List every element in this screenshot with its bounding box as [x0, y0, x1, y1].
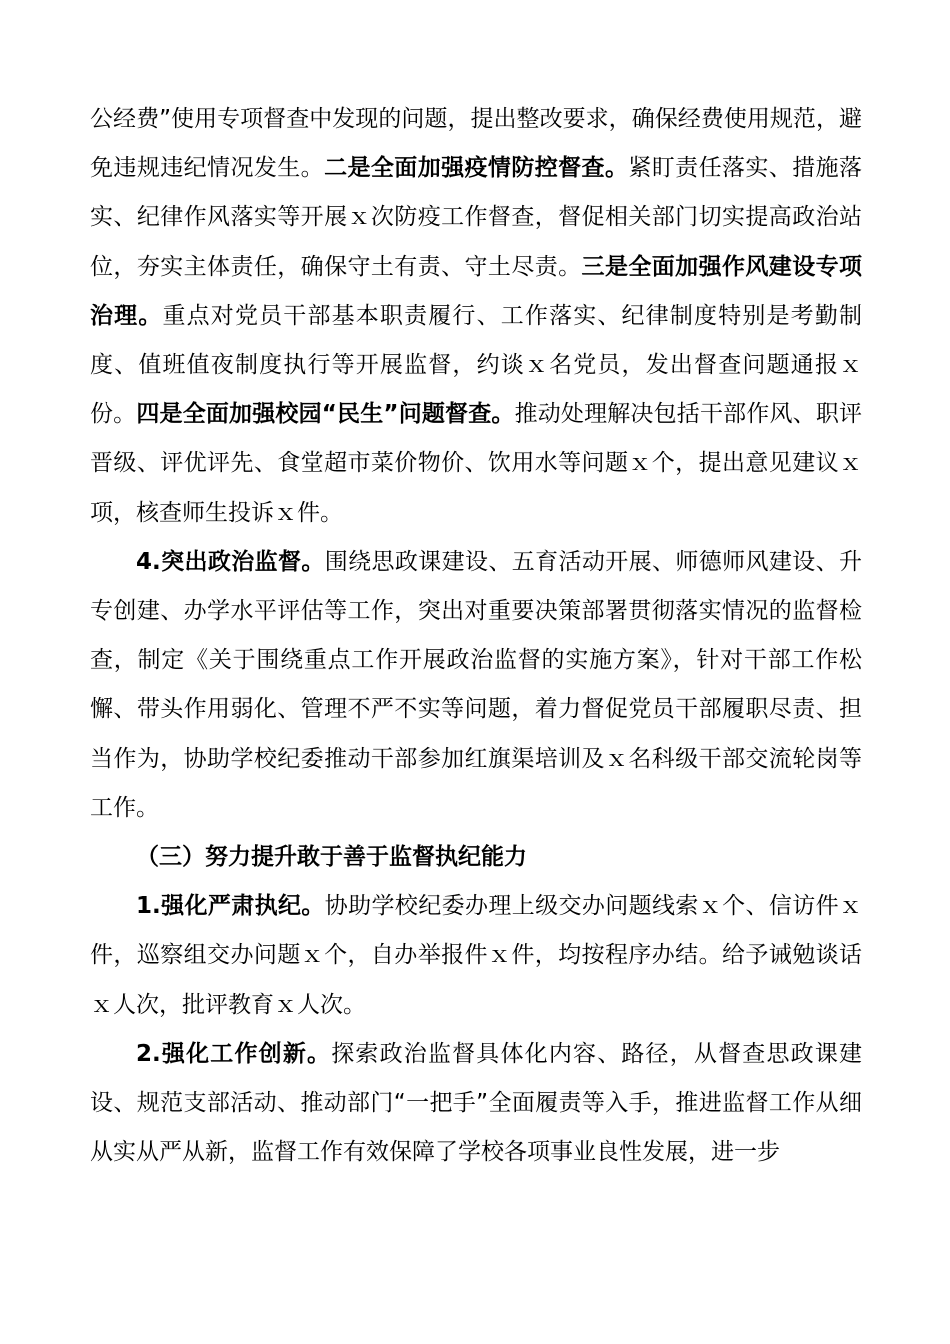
paragraph-text: 协助学校纪委办理上级交办问题线索ｘ个、信访件ｘ件，巡察组交办问题ｘ个，自办举报件ｘ件，均按程序办结。给予诫勉谈话ｘ人次，批评教育ｘ人次。	[90, 893, 862, 1018]
document-page	[90, 95, 862, 1177]
paragraph-bold-lead: 四是全面加强校园“民生”问题督查。	[136, 401, 515, 428]
paragraph-bold-lead: 4.突出政治监督。	[136, 548, 325, 575]
paragraph-text: 重点对党员干部基本职责履行、工作落实、纪律制度特别是考勤制度、值班值夜制度执行等开展监督，约谈ｘ名党员，发出督查问题通报ｘ份。	[90, 302, 863, 428]
section-heading: （三）努力提升敢于善于监督执纪能力	[136, 844, 527, 871]
paragraph-text: 推动处理解决包括干部作风、职评晋级、评优评先、食堂超市菜价物价、饮用水等问题ｘ个，提出意见建议ｘ项，核查师生投诉ｘ件。	[90, 401, 863, 526]
paragraph-text: 围绕思政课建设、五育活动开展、师德师风建设、升专创建、办学水平评估等工作，突出对重要决策部署贯彻落实情况的监督检查，制定《关于围绕重点工作开展政治监督的实施方案》，针对干部工作松懈、带头作用弱化、管理不严不实等问题，着力督促党员干部履职尽责、担当作为，协助学校纪委推动干部参加红旗渠培训及ｘ名科级干部交流轮岗等工作。	[90, 548, 862, 821]
paragraph-bold-lead: 二是全面加强疫情防控督查。	[324, 155, 629, 182]
paragraph-text: 紧盯责任落实、措施落实、纪律作风落实等开展ｘ次防疫工作督查，督促相关部门切实提高政治站位，夯实主体责任，确保守土有责、守土尽责。	[90, 155, 862, 280]
paragraph-discipline	[90, 882, 862, 1030]
paragraph-bold-lead: 三是全面加强作风建设专项治理。	[90, 253, 862, 329]
paragraph-bold-lead: 2.强化工作创新。	[136, 1040, 332, 1067]
paragraph-political-supervision	[90, 538, 862, 833]
paragraph-continuation	[90, 95, 862, 538]
paragraph-text: 探索政治监督具体化内容、路径，从督查思政课建设、规范支部活动、推动部门“一把手”全面履责等入手，推进监督工作从细从实从严从新，监督工作有效保障了学校各项事业良性发展，进一步	[90, 1040, 863, 1166]
paragraph-bold-lead: 1.强化严肃执纪。	[136, 893, 325, 920]
paragraph-innovation	[90, 1030, 862, 1178]
paragraph-text: 公经费”使用专项督查中发现的问题，提出整改要求，确保经费使用规范，避免违规违纪情况发生。	[90, 106, 862, 182]
